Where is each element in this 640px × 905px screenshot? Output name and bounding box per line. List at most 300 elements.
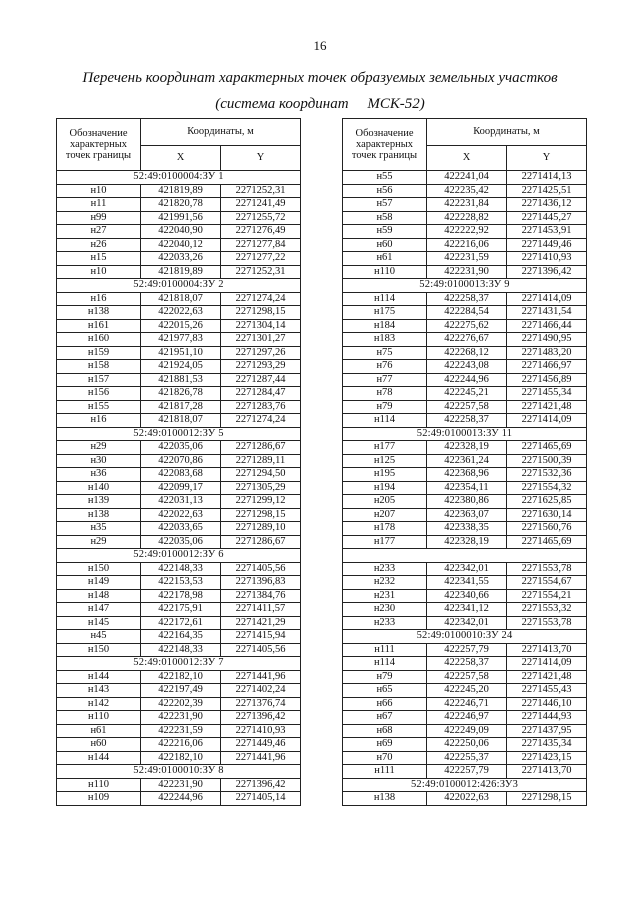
page-number: 16 [313,38,327,53]
coord-x: 422275,62 [427,319,507,333]
point-label: н35 [57,522,141,536]
coord-y: 2271435,34 [507,738,587,752]
point-label: н68 [343,724,427,738]
coord-y: 2271304,14 [221,319,301,333]
point-label: н149 [57,576,141,590]
point-label: н161 [57,319,141,333]
point-label: н232 [343,576,427,590]
coord-y: 2271297,26 [221,346,301,360]
coord-x: 422083,68 [141,468,221,482]
coord-x: 422328,19 [427,441,507,455]
coord-x: 422354,11 [427,481,507,495]
coord-x: 422040,90 [141,225,221,239]
section-row [57,171,301,185]
coord-x: 422148,33 [141,643,221,657]
point-label: н61 [343,252,427,266]
header-point-label: Обозначение характерных точек границы [57,119,141,171]
coord-y: 2271444,93 [507,711,587,725]
coord-y: 2271402,24 [221,684,301,698]
table-row [343,576,587,590]
header-x: X [427,146,507,171]
coord-y: 2271287,44 [221,373,301,387]
section-row [343,549,587,563]
point-label: н109 [57,792,141,806]
table-row [343,346,587,360]
coord-x: 421818,07 [141,292,221,306]
coord-x: 422035,06 [141,535,221,549]
point-label: н155 [57,400,141,414]
coord-y: 2271554,67 [507,576,587,590]
table-row [343,670,587,684]
coord-y: 2271298,15 [221,306,301,320]
coord-x: 422022,63 [141,508,221,522]
table-row [343,765,587,779]
section-row [57,657,301,671]
coord-y: 2271446,10 [507,697,587,711]
coord-y: 2271483,20 [507,346,587,360]
point-label: н160 [57,333,141,347]
coord-x: 421924,05 [141,360,221,374]
point-label: н230 [343,603,427,617]
point-label: н15 [57,252,141,266]
coord-y: 2271274,24 [221,414,301,428]
table-row [343,495,587,509]
point-label: н138 [343,792,427,806]
point-label: н26 [57,238,141,252]
coord-y: 2271553,78 [507,562,587,576]
coord-x: 422368,96 [427,468,507,482]
coord-y: 2271384,76 [221,589,301,603]
coord-x: 422342,01 [427,562,507,576]
point-label: н56 [343,184,427,198]
coord-y: 2271405,56 [221,562,301,576]
coord-x: 422148,33 [141,562,221,576]
point-label: н159 [57,346,141,360]
coord-y: 2271396,83 [221,576,301,590]
coord-x: 422338,35 [427,522,507,536]
point-label: н205 [343,495,427,509]
coord-x: 422178,98 [141,589,221,603]
table-row [57,481,301,495]
coord-x: 422172,61 [141,616,221,630]
point-label: н99 [57,211,141,225]
point-label: н79 [343,400,427,414]
table-row [57,400,301,414]
coord-x: 422099,17 [141,481,221,495]
point-label: н76 [343,360,427,374]
coord-y: 2271286,67 [221,535,301,549]
parcel-id: 52:49:0100012:ЗУ 7 [57,657,301,671]
coord-x: 422022,63 [141,306,221,320]
table-row [343,211,587,225]
coord-y: 2271298,15 [507,792,587,806]
table-row [343,724,587,738]
coord-y: 2271376,74 [221,697,301,711]
coord-x: 422268,12 [427,346,507,360]
coord-y: 2271298,15 [221,508,301,522]
point-label: н144 [57,670,141,684]
coord-x: 422202,39 [141,697,221,711]
table-row [343,751,587,765]
table-row [343,171,587,185]
table-row [57,252,301,266]
coord-x: 422031,13 [141,495,221,509]
coord-y: 2271396,42 [221,711,301,725]
coord-x: 422228,82 [427,211,507,225]
coord-x: 422245,21 [427,387,507,401]
header-y: Y [507,146,587,171]
table-row [57,495,301,509]
coord-x: 422257,79 [427,643,507,657]
point-label: н177 [343,535,427,549]
table-row [57,643,301,657]
coord-x: 421817,28 [141,400,221,414]
coord-x: 422246,71 [427,697,507,711]
coord-y: 2271421,29 [221,616,301,630]
point-label: н69 [343,738,427,752]
table-row [57,454,301,468]
coord-x: 422231,59 [141,724,221,738]
coord-x: 421820,78 [141,198,221,212]
table-row [57,589,301,603]
point-label: н60 [57,738,141,752]
coord-x: 422257,79 [427,765,507,779]
point-label: н77 [343,373,427,387]
table-row [57,441,301,455]
coord-y: 2271455,43 [507,684,587,698]
point-label: н61 [57,724,141,738]
coordinates-table-right [342,118,587,806]
coord-x: 421991,56 [141,211,221,225]
table-row [343,373,587,387]
coord-y: 2271466,97 [507,360,587,374]
table-row [57,265,301,279]
table-row [57,373,301,387]
coord-y: 2271465,69 [507,441,587,455]
point-label: н16 [57,414,141,428]
parcel-id: 52:49:0100004:ЗУ 1 [57,171,301,185]
coord-x: 421951,10 [141,346,221,360]
coord-y: 2271553,32 [507,603,587,617]
coord-y: 2271449,46 [507,238,587,252]
point-label: н58 [343,211,427,225]
coord-y: 2271277,84 [221,238,301,252]
table-row [57,319,301,333]
coord-x: 422244,96 [141,792,221,806]
table-row [343,292,587,306]
coord-x: 422153,53 [141,576,221,590]
coord-x: 422197,49 [141,684,221,698]
coord-x: 422022,63 [427,792,507,806]
table-row [57,238,301,252]
point-label: н148 [57,589,141,603]
table-row [343,562,587,576]
coord-y: 2271553,78 [507,616,587,630]
section-row [57,765,301,779]
coord-x: 422363,07 [427,508,507,522]
table-row [343,387,587,401]
point-label: н138 [57,508,141,522]
coord-x: 422182,10 [141,751,221,765]
coord-x: 422255,37 [427,751,507,765]
coord-y: 2271414,09 [507,292,587,306]
point-label: н207 [343,508,427,522]
table-row [57,360,301,374]
table-body-right [343,171,587,806]
coord-x: 422231,84 [427,198,507,212]
coord-y: 2271396,42 [507,265,587,279]
point-label: н10 [57,265,141,279]
coord-y: 2271453,91 [507,225,587,239]
point-label: н233 [343,616,427,630]
coord-x: 422380,86 [427,495,507,509]
section-row [343,427,587,441]
point-label: н29 [57,441,141,455]
section-row [57,427,301,441]
table-row [57,616,301,630]
page-title: Перечень координат характерных точек образуемых земельных участков [82,70,558,86]
coord-x: 422164,35 [141,630,221,644]
coord-x: 422231,90 [141,711,221,725]
parcel-id: 52:49:0100012:426:ЗУ3 [343,778,587,792]
table-row [57,778,301,792]
coord-y: 2271554,32 [507,481,587,495]
coord-x: 421818,07 [141,414,221,428]
table-row [57,724,301,738]
point-label: н194 [343,481,427,495]
coord-x: 422276,67 [427,333,507,347]
coord-x: 422035,06 [141,441,221,455]
point-label: н27 [57,225,141,239]
point-label: н138 [57,306,141,320]
coord-y: 2271413,70 [507,643,587,657]
point-label: н114 [343,657,427,671]
point-label: н177 [343,441,427,455]
point-label: н29 [57,535,141,549]
coord-x: 421977,83 [141,333,221,347]
table-row [343,468,587,482]
coord-y: 2271252,31 [221,184,301,198]
point-label: н111 [343,643,427,657]
coord-x: 422361,24 [427,454,507,468]
coord-x: 422341,12 [427,603,507,617]
parcel-id: 52:49:0100010:ЗУ 24 [343,630,587,644]
coord-x: 421826,78 [141,387,221,401]
coord-y: 2271532,36 [507,468,587,482]
coord-y: 2271449,46 [221,738,301,752]
coord-x: 422328,19 [427,535,507,549]
table-row [343,184,587,198]
table-row [57,508,301,522]
coord-x: 422250,06 [427,738,507,752]
coord-x: 422040,12 [141,238,221,252]
parcel-id: 52:49:0100012:ЗУ 6 [57,549,301,563]
coord-y: 2271414,09 [507,657,587,671]
coord-y: 2271405,14 [221,792,301,806]
parcel-id: 52:49:0100013:ЗУ 9 [343,279,587,293]
coord-y: 2271441,96 [221,670,301,684]
point-label: н70 [343,751,427,765]
table-row [343,697,587,711]
point-label: н59 [343,225,427,239]
point-label: н125 [343,454,427,468]
table-row [57,184,301,198]
coord-y: 2271289,11 [221,454,301,468]
coord-x: 422243,08 [427,360,507,374]
point-label: н142 [57,697,141,711]
coord-x: 422258,37 [427,414,507,428]
coord-y: 2271425,51 [507,184,587,198]
parcel-id: 52:49:0100004:ЗУ 2 [57,279,301,293]
table-row [343,238,587,252]
coord-y: 2271294,50 [221,468,301,482]
table-row [57,697,301,711]
table-row [343,603,587,617]
table-row [343,643,587,657]
coord-y: 2271405,56 [221,643,301,657]
table-row [343,400,587,414]
point-label: н57 [343,198,427,212]
coord-y: 2271274,24 [221,292,301,306]
point-label: н11 [57,198,141,212]
table-row [343,333,587,347]
table-row [343,616,587,630]
coord-x: 422033,65 [141,522,221,536]
coord-y: 2271410,93 [507,252,587,266]
coord-x: 422258,37 [427,657,507,671]
point-label: н65 [343,684,427,698]
point-label: н233 [343,562,427,576]
section-row [57,279,301,293]
table-row [343,414,587,428]
coord-y: 2271423,15 [507,751,587,765]
table-row [57,711,301,725]
coord-x: 421819,89 [141,265,221,279]
point-label: н55 [343,171,427,185]
table-row [57,751,301,765]
coordinates-table-left [56,118,301,806]
coord-y: 2271299,12 [221,495,301,509]
section-row [343,630,587,644]
point-label: н145 [57,616,141,630]
table-row [57,738,301,752]
table-row [343,738,587,752]
coord-x: 422249,09 [427,724,507,738]
point-label: н110 [343,265,427,279]
coord-y: 2271293,29 [221,360,301,374]
table-row [343,508,587,522]
table-row [343,319,587,333]
coord-y: 2271289,10 [221,522,301,536]
header-y: Y [221,146,301,171]
coord-y: 2271431,54 [507,306,587,320]
coord-y: 2271625,85 [507,495,587,509]
header-point-label: Обозначение характерных точек границы [343,119,427,171]
table-row [343,535,587,549]
table-row [343,265,587,279]
coord-x: 422341,55 [427,576,507,590]
coord-y: 2271414,09 [507,414,587,428]
section-row [343,778,587,792]
point-label: н144 [57,751,141,765]
point-label: н150 [57,562,141,576]
header-x: X [141,146,221,171]
table-body-left [57,171,301,806]
coord-y: 2271255,72 [221,211,301,225]
point-label: н175 [343,306,427,320]
coord-y: 2271456,89 [507,373,587,387]
point-label: н10 [57,184,141,198]
table-row [57,387,301,401]
coord-x: 422015,26 [141,319,221,333]
coord-y: 2271284,47 [221,387,301,401]
point-label: н147 [57,603,141,617]
point-label: н67 [343,711,427,725]
coord-x: 422175,91 [141,603,221,617]
coord-y: 2271410,93 [221,724,301,738]
point-label: н231 [343,589,427,603]
coord-x: 422216,06 [141,738,221,752]
coord-y: 2271490,95 [507,333,587,347]
table-row [57,792,301,806]
coord-x: 421881,53 [141,373,221,387]
point-label: н178 [343,522,427,536]
section-row [343,279,587,293]
coord-y: 2271441,96 [221,751,301,765]
parcel-id: 52:49:0100010:ЗУ 8 [57,765,301,779]
point-label: н45 [57,630,141,644]
point-label: н79 [343,670,427,684]
table-row [57,670,301,684]
point-label: н66 [343,697,427,711]
coord-y: 2271414,13 [507,171,587,185]
table-row [57,414,301,428]
point-label: н75 [343,346,427,360]
table-row [343,454,587,468]
coord-y: 2271560,76 [507,522,587,536]
table-row [343,589,587,603]
table-row [57,562,301,576]
coord-x: 422284,54 [427,306,507,320]
table-row [343,225,587,239]
table-row [57,522,301,536]
coord-y: 2271455,34 [507,387,587,401]
point-label: н184 [343,319,427,333]
coord-y: 2271396,42 [221,778,301,792]
table-row [57,535,301,549]
coord-x: 422216,06 [427,238,507,252]
point-label: н78 [343,387,427,401]
point-label: н158 [57,360,141,374]
header-coordinates: Координаты, м [427,119,587,146]
coord-y: 2271466,44 [507,319,587,333]
coord-y: 2271465,69 [507,535,587,549]
table-row [343,792,587,806]
table-row [343,306,587,320]
table-row [57,468,301,482]
table-row [57,306,301,320]
table-row [57,292,301,306]
coord-x: 422235,42 [427,184,507,198]
point-label: н150 [57,643,141,657]
point-label: н110 [57,711,141,725]
coord-x: 422245,20 [427,684,507,698]
coord-y: 2271301,27 [221,333,301,347]
table-row [57,211,301,225]
coord-y: 2271500,39 [507,454,587,468]
point-label: н16 [57,292,141,306]
table-row [57,225,301,239]
